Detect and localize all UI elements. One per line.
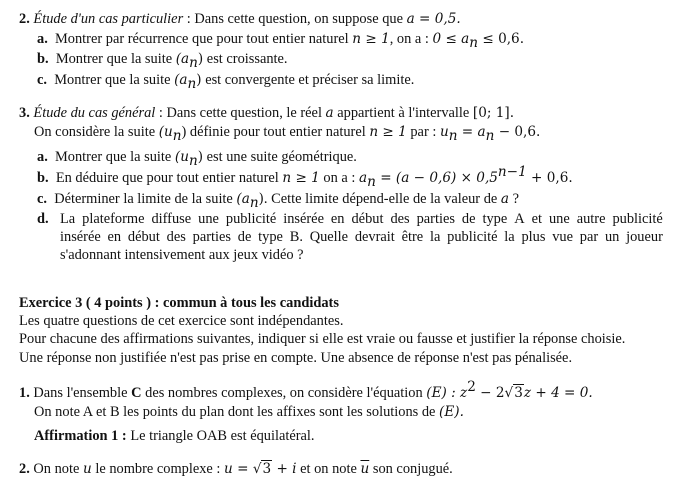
q3d-word: début [127,229,160,245]
exercise-3-p3: Une réponse non justifiée n'est pas prise en compte. Une absence de réponse n'est pas pénalisée. [19,350,573,366]
q2a-sub: n [469,34,479,51]
q3d-word: la [429,229,441,245]
q3d-word: A [514,211,525,227]
ex3-q2-eq1: u = [224,461,253,477]
q3c-letter: c. [37,191,47,207]
q2a-math-ineq: 0 ≤ a [432,31,470,47]
q3a-text2: est une suite géométrique. [203,149,357,165]
q3-def-u: (u [158,124,173,140]
q3d-word: être [401,229,424,245]
q3-number: 3. [19,105,30,121]
ex3-q1-number: 1. [19,385,30,401]
q3-def-formula-u: u [439,124,449,140]
ex3-q1-text2: des nombres complexes, on considère l'équation [141,385,427,401]
q2a-text2: , on a : [389,31,433,47]
q3a-letter: a. [37,149,48,165]
q3-def-text2: ) définie pour tout entier naturel [181,124,370,140]
q3d-word: en [330,211,345,227]
q3d-line2 [60,228,663,247]
ex3-q2 [19,460,453,479]
q3a-math: (u [174,149,189,165]
q3-def-u-sub: n [172,127,182,144]
affirmation-1-label: Affirmation 1 : [34,428,127,444]
q2b [37,50,288,69]
q2c [37,71,414,90]
ex3-q1-eq3: z + 4 = 0. [523,385,593,401]
q3b [37,164,573,190]
q3-def-n: n ≥ 1 [369,124,407,140]
q3-def-formula-end: − 0,6. [494,124,541,140]
q3d-word: des [166,229,186,245]
ex3-q2-text: On note [33,461,83,477]
q3d-letter: d. [37,211,49,227]
q3d-word: de [237,229,252,245]
q3-title: Étude du cas général [33,105,156,121]
q2-title: Étude d'un cas particulier [33,11,184,27]
q2-intro-math: a = 0,5. [406,11,461,27]
q3d-word: plus [521,229,546,245]
q2a [37,30,524,49]
q3b-formula-mid: = (a − 0,6) × 0,5 [375,170,498,186]
q3d-word: plateforme [82,211,145,227]
q3-intro2: appartient à l'intervalle [333,105,473,121]
q2b-sub: n [189,54,198,71]
ex3-q1-line2-E: (E). [439,404,464,420]
q3-def-formula-sub1: n [448,127,458,144]
ex3-q1 [19,379,593,403]
q3d-word: par [579,229,599,245]
q3-heading [19,104,514,123]
q3d-word: un [604,229,620,245]
q3-definition [34,123,540,142]
q3b-formula-a: a [359,170,368,186]
q3b-text: En déduire que pour tout entier naturel [55,170,283,186]
q3d-line3: s'adonnant intensivement aux jeux vidéo ? [60,247,304,263]
ex3-q1-C: C [131,385,142,401]
ex3-q2-u: u [82,461,92,477]
q3-interval: [0; 1]. [472,105,515,121]
ex3-q2-text4: son conjugué. [369,461,453,477]
exercise-3-p1: Les quatre questions de cet exercice sont indépendantes. [19,313,344,329]
q3b-n: n ≥ 1 [282,170,320,186]
q3d-word: insérée [60,229,101,245]
q2-heading [19,10,461,29]
ex3-q2-eq2: + i [272,461,297,477]
q2-number: 2. [19,11,30,27]
q3d-word: Quelle [309,229,349,245]
q3c-text: Déterminer la limite de la suite [54,191,237,207]
q2b-math2: ) [197,51,204,67]
q3c-sub: n [249,194,259,211]
q3c-text3: ? [508,191,519,207]
q3d-word: publicité [225,211,277,227]
ex3-q1-eq1: (E) : z [426,385,468,401]
q3d-word: publicité [612,211,663,227]
exercise-3-p2: Pour chacune des affirmations suivantes, indiquer si elle est vraie ou fausse et justifier la réponse choisie. [19,331,626,347]
q3b-letter: b. [37,170,49,186]
q3c-math2: ) [258,191,264,207]
affirmation-1-text: Le triangle OAB est équilatéral. [126,428,315,444]
ex3-q1-eq2: − 2 [475,385,505,401]
q3d-word: B. [289,229,303,245]
q3d-word: parties [416,211,455,227]
q2c-text2: est convergente et préciser sa limite. [201,72,415,88]
q3d-word: devrait [354,229,395,245]
q3b-formula-end: + 0,6. [526,170,573,186]
q2-intro: : Dans cette question, on suppose que [183,11,407,27]
q3-def-text: On considère la suite [34,124,159,140]
q2a-math-n: n ≥ 1 [352,31,390,47]
q3d-word: de [461,211,476,227]
q3d-word: une [198,211,219,227]
q3d-letter-line [37,210,49,229]
q3a [37,148,357,167]
q3-def-formula-sub2: n [485,127,495,144]
q2c-letter: c. [37,72,47,88]
q2a-math-ineq2: ≤ 0,6. [478,31,525,47]
q3d-word: joueur [626,229,663,245]
q2c-math2: ) [196,72,202,88]
ex3-q1-line2-text: On note A et B les points du plan dont les affixes sont les solutions de [34,404,440,420]
q3c-text2: . Cette limite dépend-elle de la valeur de [263,191,501,207]
q3d-word: début [351,211,384,227]
q3a-math2: ) [197,149,204,165]
q3d-word: type [258,229,283,245]
q3b-formula-sup: n−1 [497,164,527,181]
ex3-q1-sqrt: √3 [504,385,523,401]
ex3-q2-sqrt: √3 [252,461,272,477]
ex3-q2-sqrt-arg: 3 [262,461,272,477]
q2b-text: Montrer que la suite [55,51,176,67]
q2a-letter: a. [37,31,48,47]
ex3-q2-ubar: $\overline{u}$ [360,461,370,477]
q2a-text: Montrer par récurrence que pour tout entier naturel [55,31,353,47]
ex3-q1-line2 [34,403,464,422]
ex3-q1-sup: 2 [467,379,476,396]
q3-def-formula-a: = a [457,124,486,140]
q3d-line1 [60,210,663,229]
q2c-sub: n [187,75,197,92]
q3c-math: (a [236,191,250,207]
q3d-word: La [60,211,76,227]
q3d-word: diffuse [151,211,192,227]
ex3-q2-text2: le nombre complexe : [91,461,225,477]
q3-intro1: : Dans cette question, le réel [155,105,326,121]
q3-intro-a: a [325,105,334,121]
q3a-text: Montrer que la suite [55,149,175,165]
q3d-word: en [107,229,122,245]
q3d-word: vue [552,229,573,245]
ex3-q2-number: 2. [19,461,30,477]
q3c [37,190,519,209]
q3b-formula-sub: n [367,173,376,190]
exercise-3-title: Exercice 3 ( 4 points ) : commun à tous les candidats [19,295,339,311]
ex3-q2-text3: et on note [296,461,361,477]
q3c-a: a [500,191,509,207]
q3d-word: publicité [447,229,498,245]
ex3-q1-sqrt-arg: 3 [514,385,523,401]
q3d-word: des [390,211,410,227]
affirmation-1 [34,427,315,446]
q2b-text2: est croissante. [203,51,288,67]
q3d-word: parties [192,229,231,245]
q2b-letter: b. [37,51,49,67]
q3d-word: une [548,211,570,227]
ex3-q1-text: Dans l'ensemble [33,385,132,401]
q2c-math: (a [174,72,188,88]
q2c-text: Montrer que la suite [54,72,175,88]
q3d-word: la [504,229,515,245]
q3d-word: insérée [283,211,324,227]
q2b-math: (a [175,51,190,67]
q3-def-text3: par : [406,124,440,140]
q3d-word: type [482,211,508,227]
q3a-sub: n [188,152,198,169]
q3b-text2: on a : [319,170,359,186]
q3d-word: et [531,211,542,227]
q3d-word: autre [576,211,606,227]
